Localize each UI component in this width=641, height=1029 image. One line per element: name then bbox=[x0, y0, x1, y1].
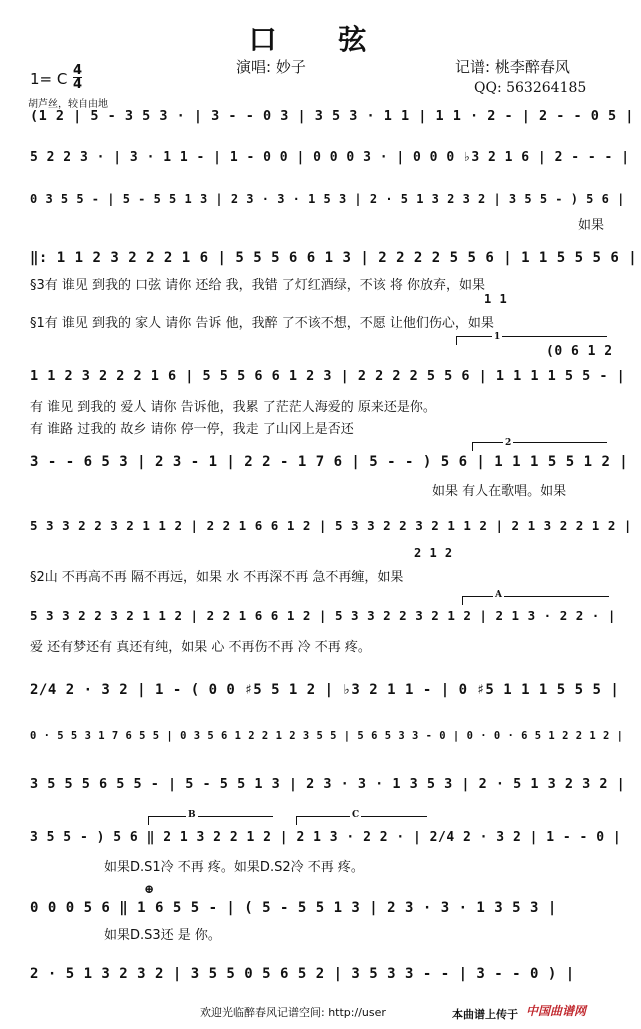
coda-a-bracket bbox=[462, 596, 609, 605]
coda-c-bracket bbox=[296, 816, 427, 825]
score-line-4: ‖: 1 1 2 3 2 2 2 1 6 | 5 5 5 6 6 1 3 | 2 2 2 2 5 5 6 | 1 1 5 5 5 6 | bbox=[30, 250, 638, 266]
score-line-11: 3 5 5 5 6 5 5 - | 5 - 5 5 1 3 | 2 3 · 3 · 1 3 5 3 | 2 · 5 1 3 2 3 2 | bbox=[30, 776, 626, 792]
score-line-8: 5 3 3 2 2 3 2 1 1 2 | 2 2 1 6 6 1 2 | 5 3 3 2 2 3 2 1 2 | 2 1 3 · 2 2 · | bbox=[30, 608, 616, 623]
meter-top: 4 bbox=[73, 63, 83, 78]
volta-2-label: 2 bbox=[505, 438, 512, 448]
coda-symbol-icon: ⊕ bbox=[144, 882, 155, 896]
score-line-3: 0 3 5 5 - | 5 - 5 5 1 3 | 2 3 · 3 · 1 5 3 | 2 · 5 1 3 2 3 2 | 3 5 5 - ) 5 6 | bbox=[30, 192, 625, 206]
coda-b-label: B bbox=[188, 810, 196, 820]
singer-credit: 演唱: 妙子 bbox=[236, 58, 306, 76]
coda-c-label: C bbox=[352, 810, 360, 820]
coda-a-label: A bbox=[495, 590, 502, 600]
score-line-5-alt: (0 6 1 2 bbox=[546, 344, 613, 359]
score-line-4-alt: 1 1 bbox=[484, 292, 508, 306]
score-line-7: 5 3 3 2 2 3 2 1 1 2 | 2 2 1 6 6 1 2 | 5 3 3 2 2 3 2 1 1 2 | 2 1 3 2 2 1 2 | bbox=[30, 518, 632, 533]
score-line-2: 5 2 2 3 · | 3 · 1 1 - | 1 - 0 0 | 0 0 0 3 · | 0 0 0 ♭3 2 1 6 | 2 - - - | bbox=[30, 150, 630, 165]
meter-bottom: 4 bbox=[73, 77, 83, 92]
score-line-10: 0 · 5 5 3 1 7 6 5 5 | 0 3 5 6 1 2 2 1 2 3 5 5 | 5 6 5 3 3 - 0 | 0 · 0 · 6 5 1 2 2 1 2 | bbox=[30, 730, 624, 742]
score-line-12-lyric: 如果D.S1冷 不再 疼。如果D.S2冷 不再 疼。 bbox=[104, 860, 364, 875]
score-line-4-lyric-2: §1有 谁见 到我的 家人 请你 告诉 他，我醉 了不该不想，不愿 让他们伤心，如果 bbox=[30, 316, 494, 331]
volta-1-label: 1 bbox=[494, 332, 501, 342]
score-line-12: 3 5 5 - ) 5 6 ‖ 2 1 3 2 2 1 2 | 2 1 3 · 2 2 · | 2/4 2 · 3 2 | 1 - - 0 | bbox=[30, 830, 622, 845]
qq-number: QQ: 563264185 bbox=[474, 80, 587, 96]
score-line-5-lyric-1: 有 谁见 到我的 爱人 请你 告诉他，我累 了茫茫人海爱的 原来还是你。 bbox=[30, 400, 436, 415]
volta-2-bracket bbox=[472, 442, 607, 451]
score-line-13: 0 0 0 5 6 ‖ 1 6 5 5 - | ( 5 - 5 5 1 3 | 2 3 · 3 · 1 3 5 3 | bbox=[30, 900, 557, 916]
footer-text: 欢迎光临醉春风记谱空间: http://user bbox=[200, 1006, 386, 1019]
site-logo: 中国曲谱网 bbox=[526, 1004, 587, 1018]
score-line-14: 2 · 5 1 3 2 3 2 | 3 5 5 0 5 6 5 2 | 3 5 3 3 - - | 3 - - 0 ) | bbox=[30, 966, 575, 982]
score-line-5: 1 1 2 3 2 2 2 1 6 | 5 5 5 6 6 1 2 3 | 2 2 2 2 5 5 6 | 1 1 1 1 5 5 - | bbox=[30, 368, 626, 384]
score-line-1: (1 2 | 5 - 3 5 3 · | 3 - - 0 3 | 3 5 3 · 1 1 | 1 1 · 2 - | 2 - - 0 5 | bbox=[30, 108, 634, 124]
score-line-5-lyric-2: 有 谁路 过我的 故乡 请你 停一停，我走 了山冈上是否还 bbox=[30, 422, 354, 437]
score-line-6-lyric: 如果 有人在歌唱。如果 bbox=[432, 484, 567, 499]
song-title: 口 弦 bbox=[248, 23, 393, 56]
score-line-8-lyric: 爱 还有梦还有 真还有纯，如果 心 不再伤不再 冷 不再 疼。 bbox=[30, 640, 371, 655]
coda-b-bracket bbox=[148, 816, 273, 825]
score-line-3-lyric: 如果 bbox=[578, 218, 605, 233]
score-line-6: 3 - - 6 5 3 | 2 3 - 1 | 2 2 - 1 7 6 | 5 - - ) 5 6 | 1 1 1 5 5 1 2 | bbox=[30, 454, 629, 470]
upload-note: 本曲谱上传于 bbox=[452, 1008, 518, 1021]
key-signature: 1= C bbox=[30, 70, 68, 88]
recorder-credit: 记谱: 桃李醉春风 bbox=[455, 58, 570, 76]
score-line-4-lyric-1: §3有 谁见 到我的 口弦 请你 还给 我，我错 了灯红酒绿，不该 将 你放弃，如果 bbox=[30, 278, 485, 293]
time-signature bbox=[73, 64, 82, 91]
score-line-7-alt: 2 1 2 bbox=[414, 546, 453, 560]
score-line-9: 2/4 2 · 3 2 | 1 - ( 0 0 ♯5 5 1 2 | ♭3 2 1 1 - | 0 ♯5 1 1 1 5 5 5 | bbox=[30, 682, 620, 698]
score-line-7-lyric: §2山 不再高不再 隔不再远，如果 水 不再深不再 急不再缠，如果 bbox=[30, 570, 404, 585]
performance-note: 胡芦丝，较自由地 bbox=[28, 99, 108, 110]
score-line-13-lyric: 如果D.S3还 是 你。 bbox=[104, 928, 221, 943]
